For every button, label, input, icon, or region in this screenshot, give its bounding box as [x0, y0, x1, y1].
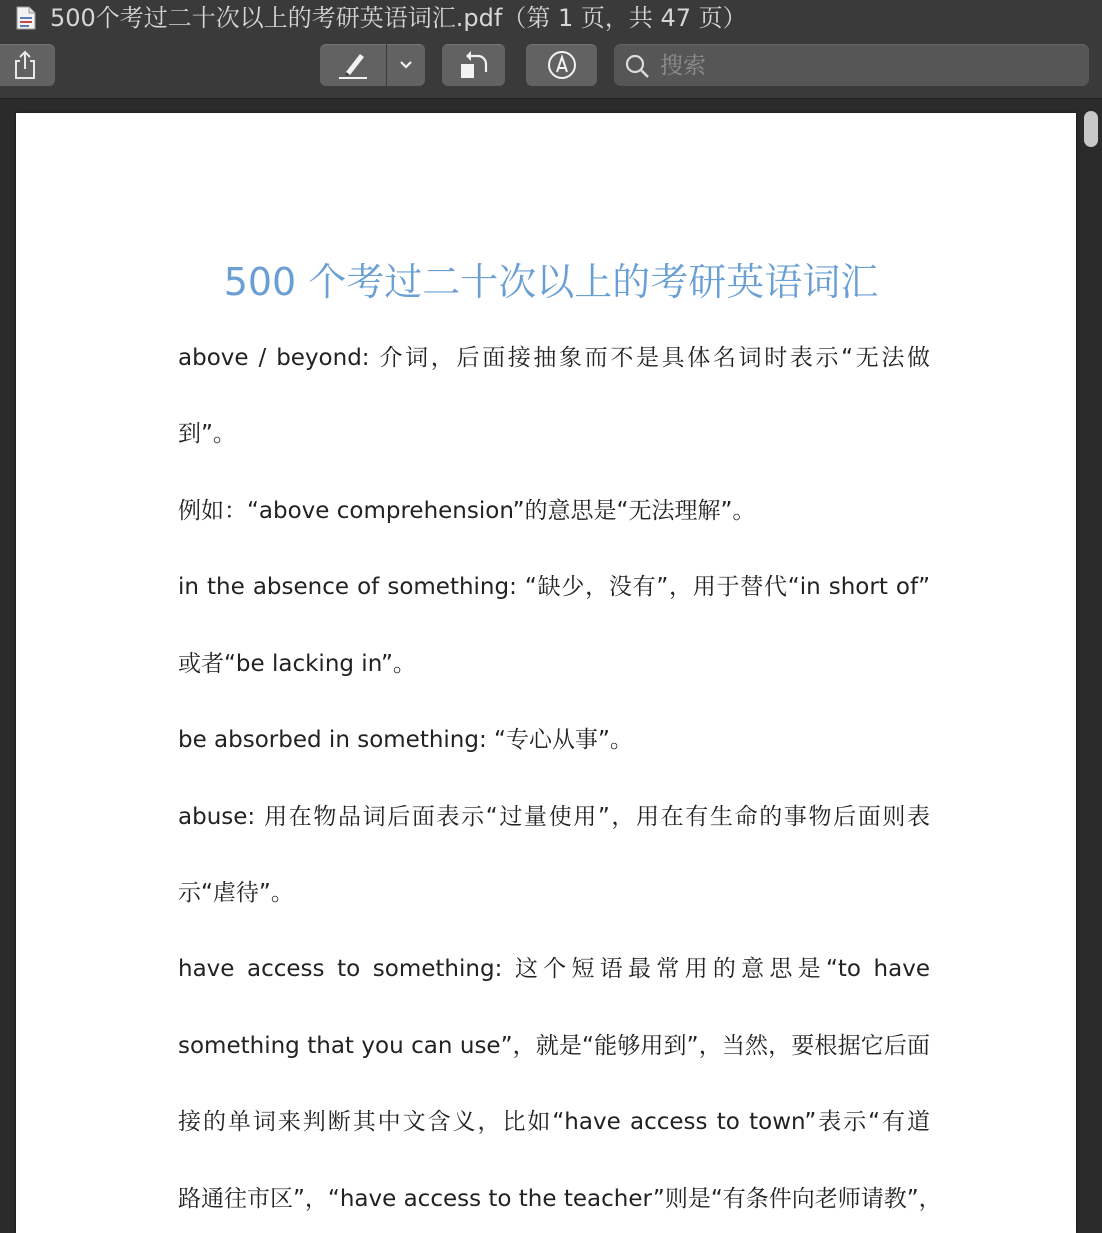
- markup-toolbar-button[interactable]: [526, 44, 597, 86]
- text-line: 例如：“above comprehension”的意思是“无法理解”。: [178, 498, 756, 524]
- text-line: something that you can use”，就是“能够用到”，当然，要根据它后面: [178, 1033, 930, 1059]
- text-line: 路通往市区”，“have access to the teacher”则是“有条件向老师请教”，: [178, 1186, 942, 1212]
- text-line: 或者“be lacking in”。: [178, 651, 416, 677]
- text-line: be absorbed in something: “专心从事”。: [178, 727, 633, 753]
- rotate-left-icon: [458, 50, 490, 80]
- text-line: 接的单词来判断其中文含义，比如“have access to town”表示“有道: [178, 1109, 930, 1135]
- search-icon: [624, 53, 650, 79]
- text-line: 示“虐待”。: [178, 880, 294, 906]
- text-line: 到”。: [178, 421, 236, 447]
- highlight-options-dropdown[interactable]: [387, 44, 425, 86]
- search-field[interactable]: [614, 44, 1089, 86]
- share-icon: [12, 50, 38, 80]
- window-title: 500个考过二十次以上的考研英语词汇.pdf（第 1 页，共 47 页）: [50, 4, 747, 32]
- text-line: in the absence of something: “缺少，没有”，用于替代“in short of”: [178, 574, 930, 600]
- highlight-button[interactable]: [320, 44, 387, 86]
- highlighter-pen-icon: [336, 50, 370, 80]
- text-line: abuse: 用在物品词后面表示“过量使用”，用在有生命的事物后面则表: [178, 804, 930, 830]
- pdf-document-icon: [15, 6, 37, 30]
- title-bar: [0, 0, 1102, 36]
- rotate-left-button[interactable]: [442, 44, 505, 86]
- search-input[interactable]: [658, 48, 1082, 84]
- markup-tool-group: [320, 44, 425, 86]
- share-button[interactable]: [0, 44, 55, 86]
- text-line: have access to something: 这个短语最常用的意思是“to have: [178, 956, 930, 982]
- text-line: above / beyond: 介词，后面接抽象而不是具体名词时表示“无法做: [178, 345, 930, 371]
- vertical-scrollbar[interactable]: [1084, 111, 1098, 147]
- toolbar: [0, 36, 1102, 99]
- markup-circle-pen-icon: [547, 50, 577, 80]
- chevron-down-icon: [399, 60, 413, 70]
- document-heading: 500 个考过二十次以上的考研英语词汇: [223, 260, 879, 304]
